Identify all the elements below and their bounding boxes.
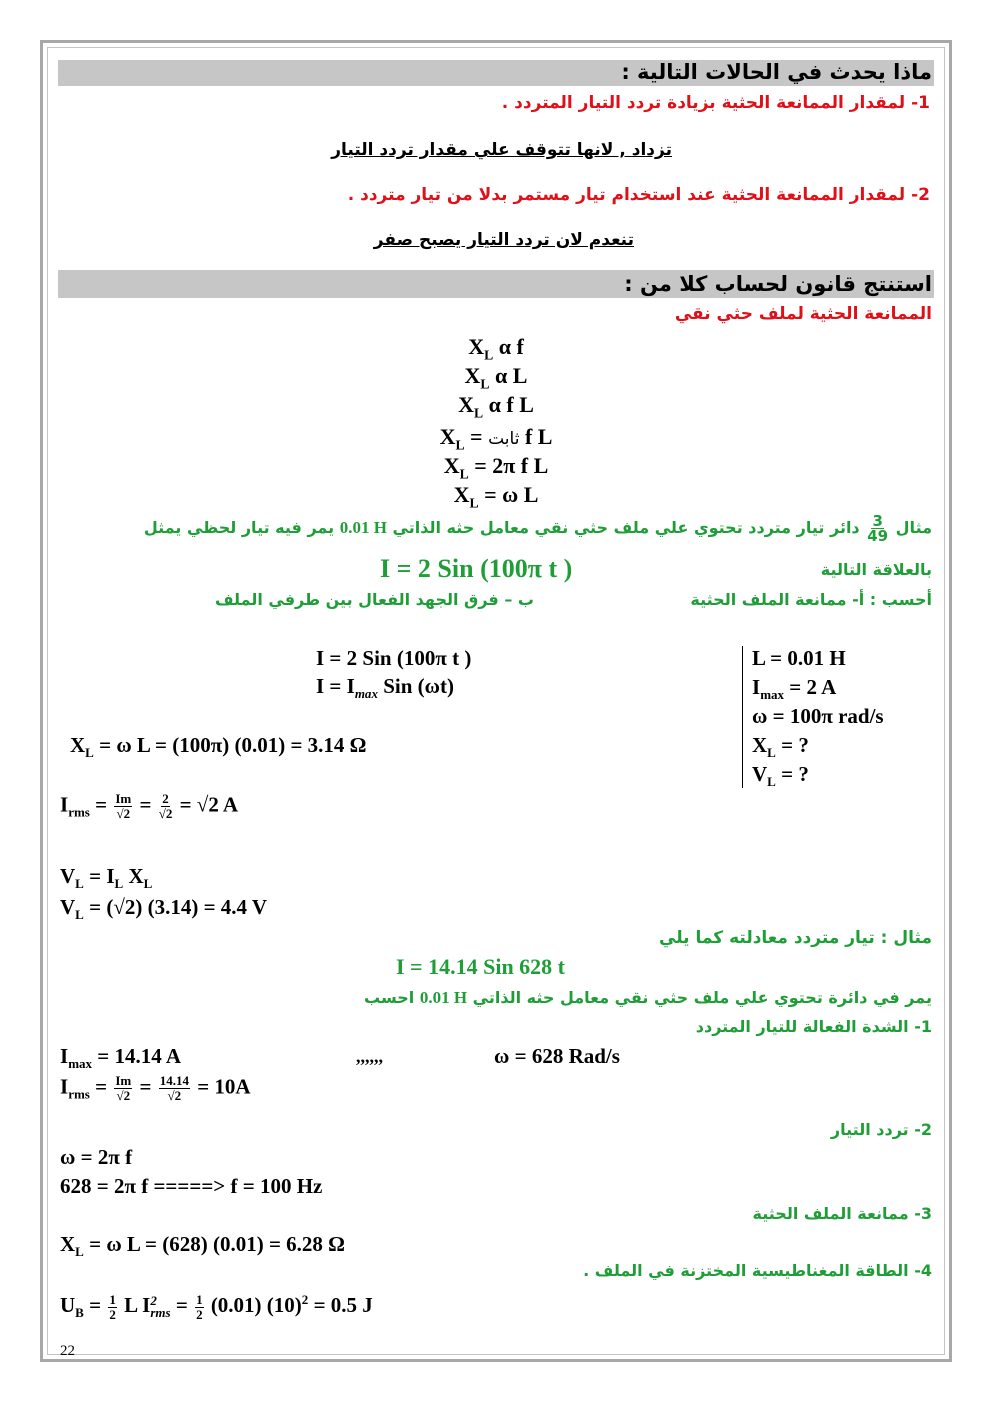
omega-value: ω = 628 Rad/s (494, 1044, 620, 1068)
answer-2: تنعدم لان تردد التيار يصبح صفر (373, 230, 634, 250)
work-line-2: $I = I_{max}$ Sin (ωt) (316, 674, 454, 702)
example-2-q2: 2- تردد التيار (830, 1120, 932, 1139)
irms-calc: $I_{rms}$ = $\frac{Im}{√2}$ = $\frac{2}{√2}$ = √2 A (60, 791, 239, 821)
work-line-1: I = 2 Sin (100π t ) (316, 646, 472, 670)
formula-line: $X_L = \omega$ L (453, 482, 539, 511)
example-2-equation: I = 14.14 Sin 628 t (396, 954, 566, 979)
question-1: 1- لمقدار الممانعة الحثية بزيادة تردد التيار المتردد . (501, 93, 930, 113)
subheading: الممانعة الحثية لملف حثي نقي (674, 304, 932, 324)
energy-calc: $U_B$ = $\frac{1}{2}$ L I 2 rms = $\frac{1}{2}$ (0.01) $(10)^2 = 0.5$ J (60, 1291, 373, 1322)
relation-label: بالعلاقة التالية (820, 560, 932, 579)
irms-calc-2: $I_{rms}$ = $\frac{Im}{√2}$ = $\frac{14.14}{√2}$ = 10A (60, 1073, 251, 1103)
given-3: ω = 100π rad/s (752, 704, 884, 728)
given-divider (742, 646, 743, 788)
given-2: $I_{max} = 2$ A (752, 675, 837, 703)
xl-calc-2: $X_L = \omega$ L = (628) (0.01) = 6.28 Ω (60, 1232, 345, 1260)
page-number: 22 (60, 1343, 75, 1359)
example-1-fraction: $\frac{3}{49}$ (867, 512, 889, 545)
frequency-calc: 628 = 2π f =====> f = 100 Hz (60, 1174, 323, 1198)
example-2-text: يمر في دائرة تحتوي علي ملف حثي نقي معامل حثه الذاتي 0.01 H احسب (364, 988, 932, 1007)
calc-label-b: ب – فرق الجهد الفعال بين طرفي الملف (215, 590, 534, 609)
example-1-equation: I = 2 Sin (100π t ) (380, 554, 573, 583)
example-2-q3: 3- ممانعة الملف الحثية (752, 1204, 932, 1223)
section-heading: استنتج قانون لحساب كلا من : (624, 272, 932, 296)
given-4: $X_L$ = ? (752, 733, 809, 761)
imax-value: $I_{max} = 14.14$ A (60, 1044, 182, 1072)
formula-line: $X_L$ α f (468, 334, 524, 363)
separator-commas: ,,,,,, (356, 1046, 383, 1066)
formula-line: $X_L$ α L (464, 363, 528, 392)
question-2: 2- لمقدار الممانعة الحثية عند استخدام تيار مستمر بدلا من تيار متردد . (347, 185, 930, 205)
formula-line: $X_L = 2\pi$ f L (443, 453, 549, 482)
example-2-q1: 1- الشدة الفعالة للتيار المتردد (695, 1017, 932, 1036)
example-1-intro: مثال $\frac{3}{49}$ دائر تيار متردد تحتوي علي ملف حثي نقي معامل حثه الذاتي 0.01 H يمر فيه تيار لحظي يمثل (143, 512, 932, 545)
section-heading: ماذا يحدث في الحالات التالية : (621, 60, 932, 84)
formula-line: $X_L$ = ثابت f L (439, 424, 553, 453)
given-5: $V_L$ = ? (752, 762, 809, 790)
xl-calc: $X_L = \omega$ L = (100π) (0.01) = 3.14 Ω (70, 733, 367, 761)
answer-1: تزداد , لانها تتوقف علي مقدار تردد التيار (331, 140, 672, 160)
example-2-q4: 4- الطاقة المغناطيسية المختزنة في الملف . (583, 1261, 932, 1280)
vl-formula: $V_L = I_L$ $X_L$ (60, 864, 153, 892)
omega-formula: ω = 2π f (60, 1145, 133, 1169)
vl-calc: $V_L = (√2) (3.14) = 4.4$ V (60, 895, 268, 923)
given-1: L = 0.01 H (752, 646, 846, 670)
formula-line: $X_L$ α f L (458, 392, 534, 421)
calc-label-a: أحسب : أ- ممانعة الملف الحثية (690, 590, 932, 609)
example-2-intro: مثال : تيار متردد معادلته كما يلي (659, 928, 932, 948)
